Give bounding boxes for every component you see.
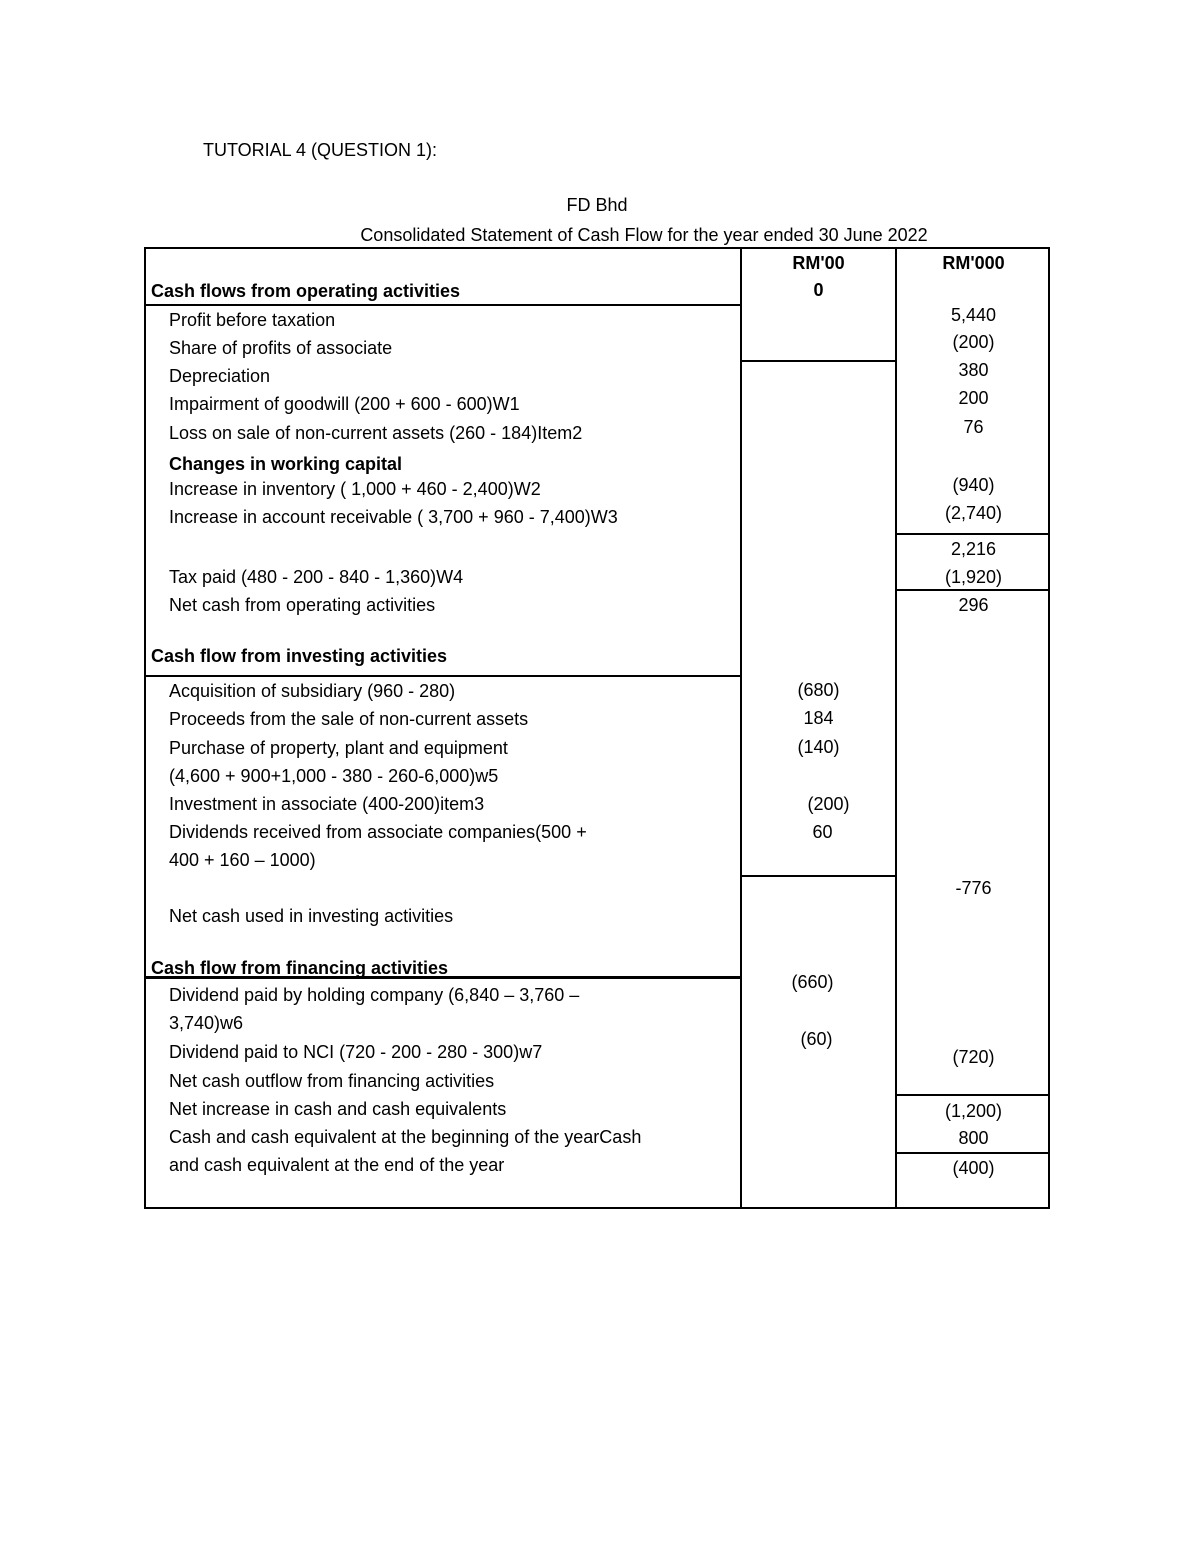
share-assoc-label: Share of profits of associate [169,338,393,358]
rule-col1-box [740,360,897,362]
loss-sale-amount: 76 [963,417,984,437]
ending-cash-amount: (400) [952,1158,995,1178]
col1-header-line2: 0 [813,280,824,300]
profit-before-tax-amount: 5,440 [950,305,997,325]
dividends-received-line1: Dividends received from associate companies(500 + [169,822,587,842]
profit-before-tax-label: Profit before taxation [169,310,336,330]
rule-closing-balance [895,1152,1050,1154]
dividend-nci-amount: (60) [800,1029,833,1049]
operating-heading: Cash flows from operating activities [151,281,461,301]
inventory-amount: (940) [952,475,995,495]
dividend-holding-amount: (660) [791,972,834,992]
working-capital-heading: Changes in working capital [169,454,403,474]
ppe-amount: (140) [797,737,840,757]
dividend-nci-label: Dividend paid to NCI (720 - 200 - 280 - 300)w7 [169,1042,543,1062]
impairment-amount: 200 [958,388,989,408]
rule-subtotal-top [895,533,1050,535]
net-operating-amount: 296 [958,595,989,615]
rule-investing-heading [144,675,742,677]
rule-financing-total [895,1094,1050,1096]
tax-paid-label: Tax paid (480 - 200 - 840 - 1,360)W4 [169,567,464,587]
dividends-received-amount: 60 [812,822,833,842]
investing-heading: Cash flow from investing activities [151,646,448,666]
inventory-label: Increase in inventory ( 1,000 + 460 - 2,400)W2 [169,479,541,499]
loss-sale-label: Loss on sale of non-current assets (260 - 184)Item2 [169,423,583,443]
tax-paid-amount: (1,920) [944,567,1003,587]
rule-subtotal-bottom [895,589,1050,591]
ppe-label-line1: Purchase of property, plant and equipment [169,738,508,758]
col1-header-line1: RM'00 [792,253,845,273]
investment-assoc-label: Investment in associate (400-200)item3 [169,794,485,814]
operating-subtotal-amount: 2,216 [950,539,997,559]
statement-title: Consolidated Statement of Cash Flow for the year ended 30 June 2022 [360,225,928,245]
depreciation-label: Depreciation [169,366,271,386]
dividends-received-line2: 400 + 160 – 1000) [169,850,316,870]
beginning-cash-label: Cash and cash equivalent at the beginning of the yearCash [169,1127,642,1147]
net-investing-amount: -776 [955,878,992,898]
receivable-label: Increase in account receivable ( 3,700 + 960 - 7,400)W3 [169,507,618,527]
net-financing-amount: (720) [952,1047,995,1067]
acquisition-amount: (680) [797,680,840,700]
net-investing-label: Net cash used in investing activities [169,906,454,926]
financing-heading: Cash flow from financing activities [151,958,449,978]
dividend-holding-line2: 3,740)w6 [169,1013,244,1033]
acquisition-label: Acquisition of subsidiary (960 - 280) [169,681,456,701]
investment-assoc-amount: (200) [807,794,850,814]
share-assoc-amount: (200) [952,332,995,352]
beginning-cash-amount: 800 [958,1128,989,1148]
net-operating-label: Net cash from operating activities [169,595,436,615]
company-name: FD Bhd [566,195,628,215]
receivable-amount: (2,740) [944,503,1003,523]
rule-investing-col1 [740,875,897,877]
impairment-label: Impairment of goodwill (200 + 600 - 600)W1 [169,394,520,414]
net-financing-label: Net cash outflow from financing activities [169,1071,495,1091]
proceeds-label: Proceeds from the sale of non-current assets [169,709,529,729]
col2-header: RM'000 [942,253,1005,273]
ppe-label-line2: (4,600 + 900+1,000 - 380 - 260-6,000)w5 [169,766,499,786]
net-increase-label: Net increase in cash and cash equivalents [169,1099,507,1119]
depreciation-amount: 380 [958,360,989,380]
dividend-holding-line1: Dividend paid by holding company (6,840 – 3,760 – [169,985,580,1005]
ending-cash-label: and cash equivalent at the end of the year [169,1155,505,1175]
net-increase-amount: (1,200) [944,1101,1003,1121]
tutorial-title: TUTORIAL 4 (QUESTION 1): [203,140,438,160]
proceeds-amount: 184 [803,708,834,728]
rule-operating-heading [144,304,742,306]
